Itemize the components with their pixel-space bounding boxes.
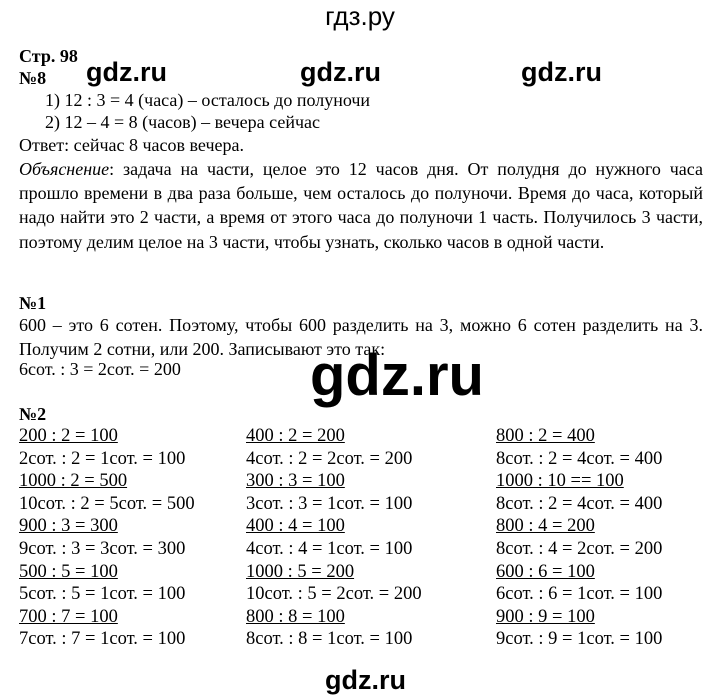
equation: 700 : 7 = 100 [19, 606, 118, 627]
task2-number: №2 [19, 404, 47, 424]
equation: 1000 : 2 = 500 [19, 471, 128, 492]
watermark: gdz.ru [325, 665, 406, 695]
hundreds-record: 8сот. : 4 = 2сот. = 200 [496, 539, 663, 559]
task8-step1: 1) 12 : 3 = 4 (часа) – осталось до полуночи [45, 90, 371, 110]
equation: 400 : 4 = 100 [246, 516, 345, 537]
equation: 900 : 3 = 300 [19, 516, 118, 537]
task8-answer: Ответ: сейчас 8 часов вечера. [19, 135, 244, 155]
explanation-label: Объяснение [19, 159, 110, 179]
task8-explanation [19, 157, 703, 254]
equation: 1000 : 10 == 100 [496, 471, 624, 492]
hundreds-record: 10сот. : 5 = 2сот. = 200 [246, 584, 422, 605]
page-label: Стр. 98 [19, 46, 78, 66]
equation: 800 : 2 = 400 [496, 426, 595, 446]
hundreds-record: 8сот. : 2 = 4сот. = 400 [496, 448, 663, 469]
task8-number: №8 [19, 68, 47, 88]
task1-number: №1 [19, 293, 47, 313]
watermark-large: gdz.ru [310, 343, 484, 408]
explanation-text: : задача на части, целое это 12 часов дня. От полудня до нужного часа прошло времени в два раза больше, чем осталось до полуночи. Время до часа, который надо найти это 2 части, а время от этого часа до полуночи 1 часть. Получилось 3 части, поэтому делим целое на 3 части, чтобы узнать, сколько часов в одной части. [19, 159, 703, 252]
watermark: gdz.ru [521, 57, 602, 87]
equation: 800 : 4 = 200 [496, 516, 595, 537]
hundreds-record: 8сот. : 2 = 4сот. = 400 [496, 493, 663, 514]
equation: 600 : 6 = 100 [496, 561, 595, 582]
hundreds-record: 9сот. : 3 = 3сот. = 300 [19, 539, 186, 559]
hundreds-record: 3сот. : 3 = 1сот. = 100 [246, 493, 413, 514]
hundreds-record: 5сот. : 5 = 1сот. = 100 [19, 584, 186, 605]
hundreds-record: 4сот. : 2 = 2сот. = 200 [246, 448, 413, 469]
equation: 200 : 2 = 100 [19, 426, 118, 446]
hundreds-record: 9сот. : 9 = 1сот. = 100 [496, 629, 663, 650]
equation: 400 : 2 = 200 [246, 426, 345, 446]
equation: 1000 : 5 = 200 [246, 561, 355, 582]
hundreds-record: 4сот. : 4 = 1сот. = 100 [246, 539, 413, 559]
hundreds-record: 10сот. : 2 = 5сот. = 500 [19, 493, 195, 514]
hundreds-record: 6сот. : 6 = 1сот. = 100 [496, 584, 663, 605]
equation: 500 : 5 = 100 [19, 561, 118, 582]
hundreds-record: 2сот. : 2 = 1сот. = 100 [19, 448, 186, 469]
equation: 300 : 3 = 100 [246, 471, 345, 492]
equation: 900 : 9 = 100 [496, 606, 595, 627]
equation: 800 : 8 = 100 [246, 606, 345, 627]
site-title: гдз.ру [325, 1, 395, 31]
watermark: gdz.ru [300, 57, 381, 87]
hundreds-record: 7сот. : 7 = 1сот. = 100 [19, 629, 186, 650]
hundreds-record: 8сот. : 8 = 1сот. = 100 [246, 629, 413, 650]
task1-text: 600 – это 6 сотен. Поэтому, чтобы 600 разделить на 3, можно 6 сотен разделить на 3. Получим 2 сотни, или 200. Записывают это так: [19, 315, 703, 360]
task1-record: 6сот. : 3 = 2сот. = 200 [19, 359, 181, 379]
task8-step2: 2) 12 – 4 = 8 (часов) – вечера сейчас [45, 112, 320, 132]
watermark: gdz.ru [86, 57, 167, 87]
